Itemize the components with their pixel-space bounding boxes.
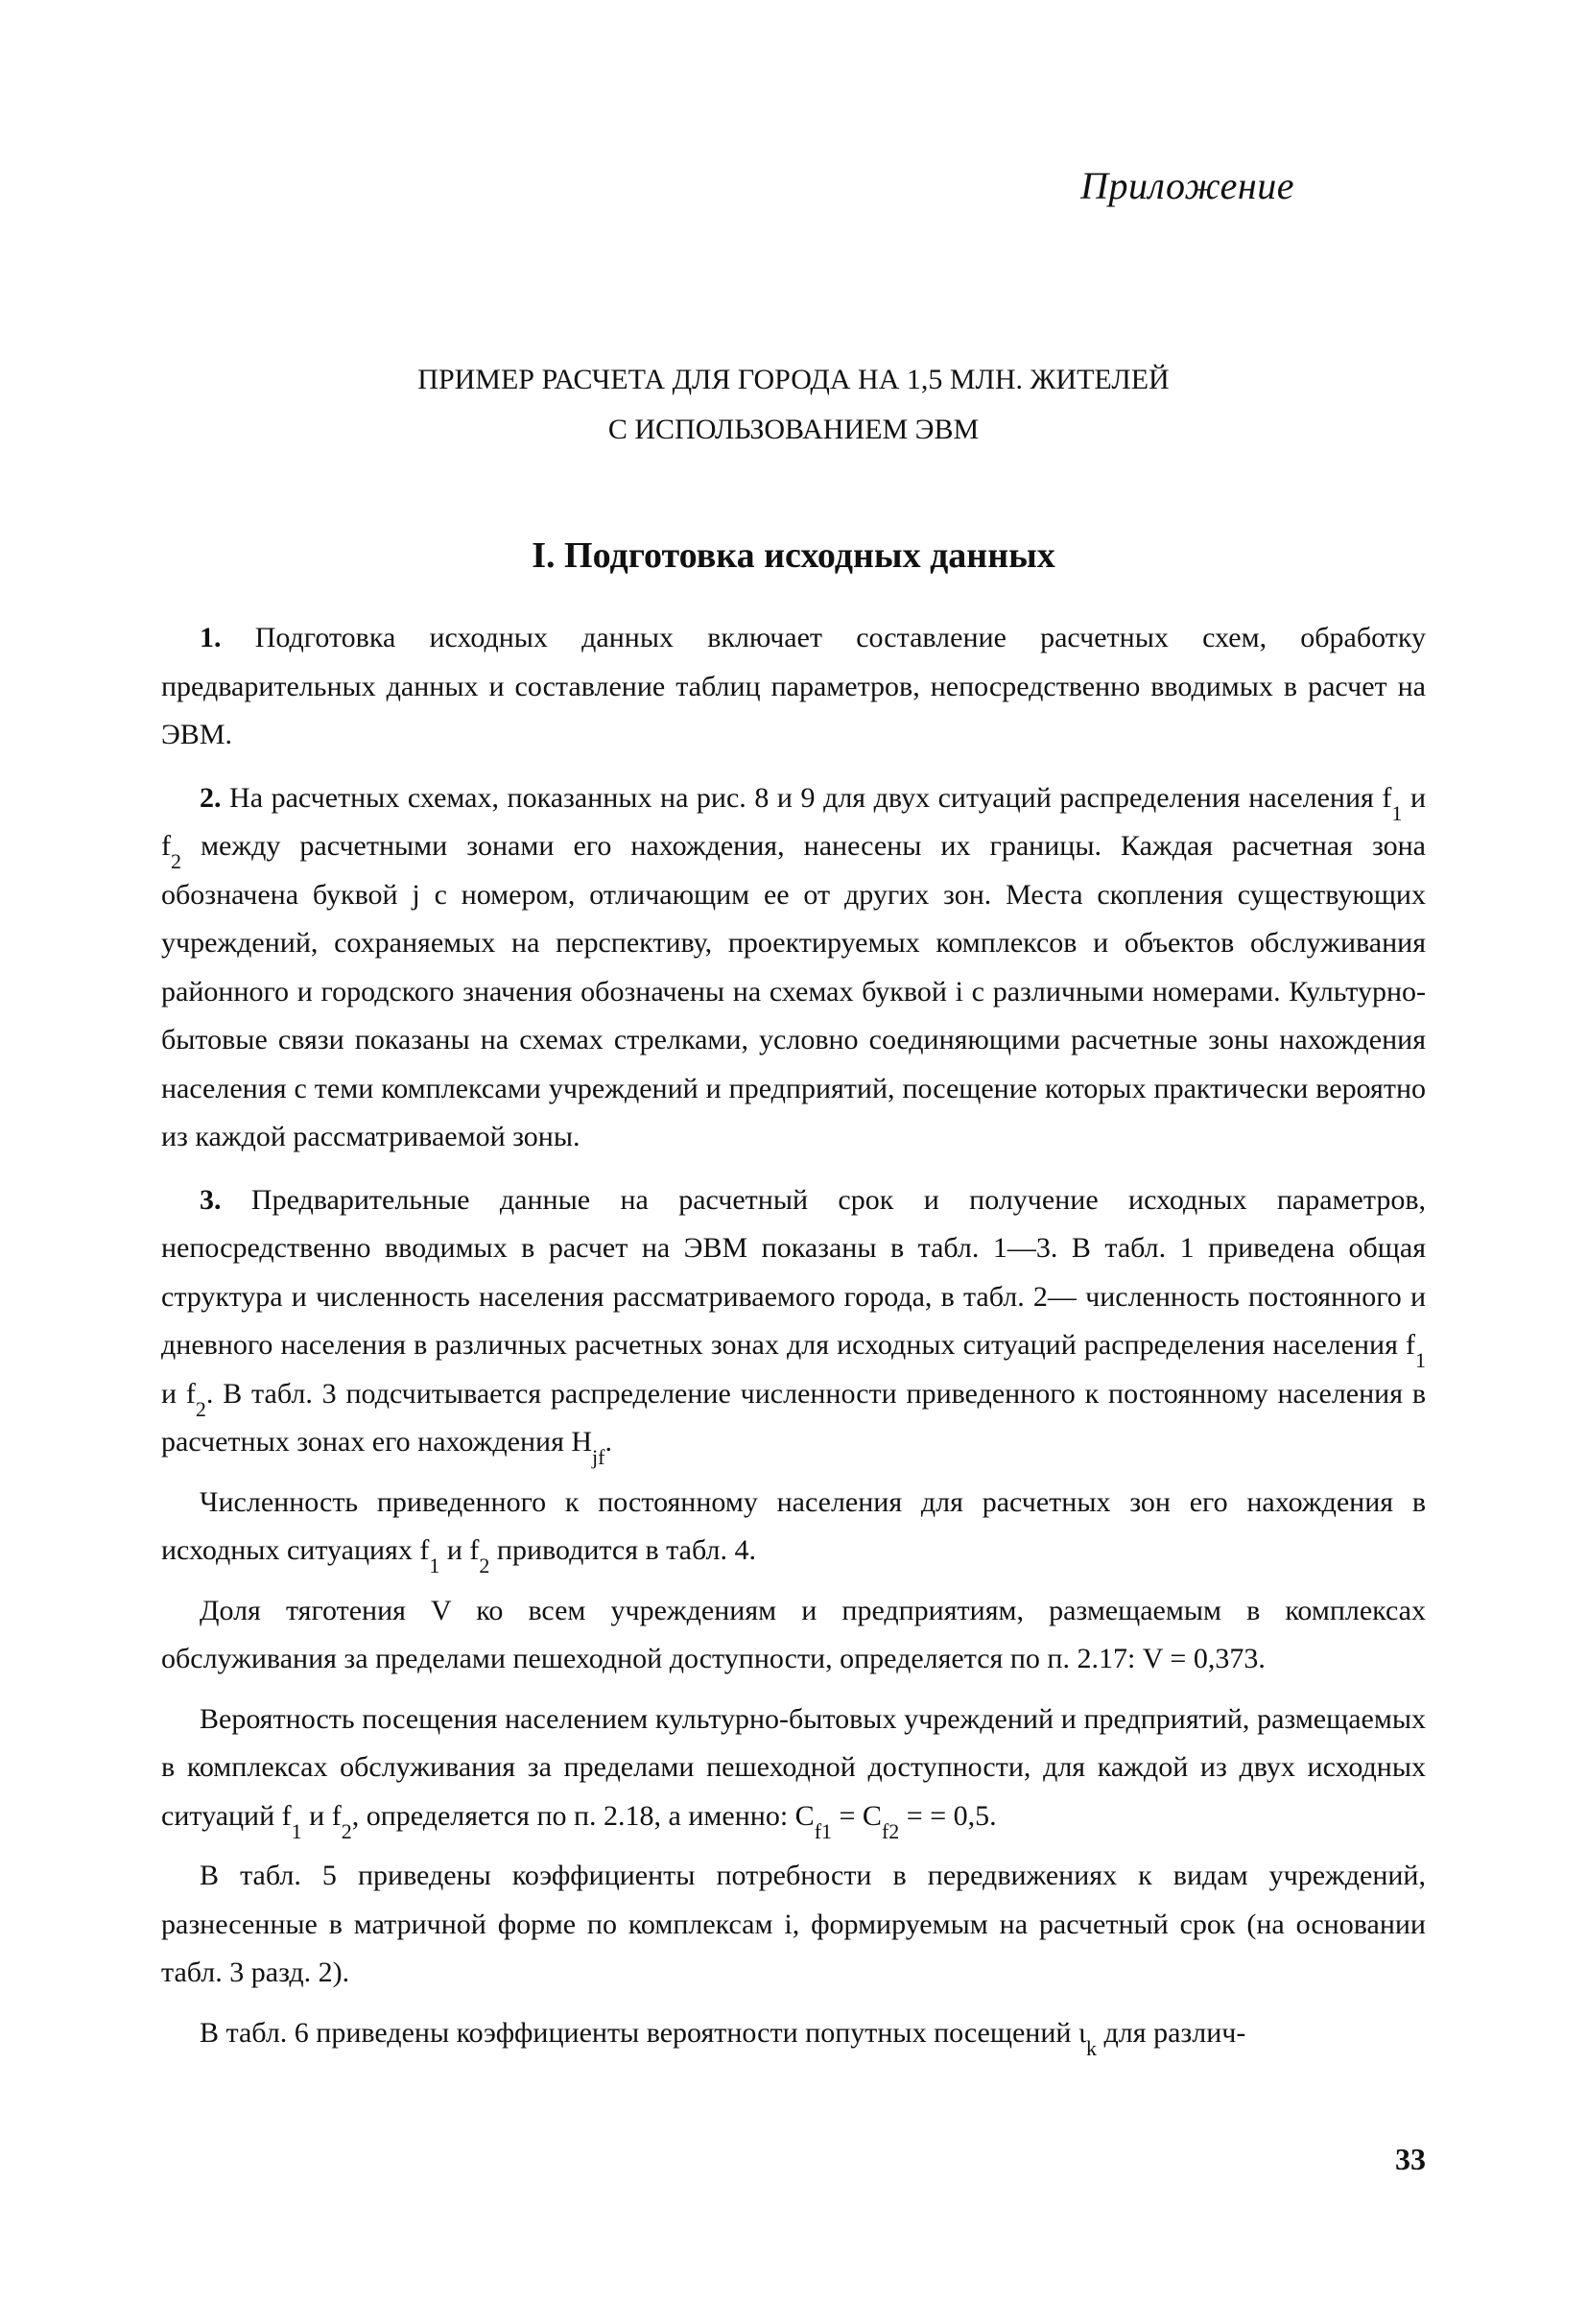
paragraph-number: 2.: [200, 781, 222, 814]
paragraph-text: Подготовка исходных данных включает составление расчетных схем, обработку предварительных данных и составление таблиц параметров, непосредственно вводимых в расчет на ЭВМ.: [161, 622, 1426, 750]
document-title: [0, 355, 1587, 455]
title-line-2: С ИСПОЛЬЗОВАНИЕМ ЭВМ: [607, 414, 980, 445]
text-run: и f: [439, 1534, 480, 1566]
paragraph-2: [161, 774, 1426, 1162]
paragraph-1: [161, 614, 1426, 760]
subscript: 2: [171, 849, 181, 873]
text-run: между расчетными зонами его нахождения, нанесены их границы. Каждая расчетная зона обозначена буквой j с номером, отличающим ее от других зон. Места скопления существующих учреждений, сохраняемых на перспективу, проектируемых комплексов и объектов обслуживания районного и городского значения обозначены на схемах буквой i с различными номерами. Культурно-бытовые связи показаны на схемах стрелками, условно соединяющими расчетные зоны нахождения населения с теми комплексами учреждений и предприятий, посещение которых практически вероятно из каждой рассматриваемой зоны.: [161, 830, 1426, 1152]
text-run: В табл. 6 приведены коэффициенты вероятности попутных посещений ι: [200, 2016, 1087, 2049]
subscript: k: [1086, 2035, 1098, 2060]
text-run: = C: [832, 1799, 882, 1832]
text-run: Предварительные данные на расчетный срок и получение исходных параметров, непосредственно вводимых в расчет на ЭВМ показаны в табл. 1—3. В табл. 1 приведена общая структура и численность населения рассматриваемого города, в табл. 2— численность постоянного и дневного населения в различных расчетных зонах для исходных ситуаций распределения населения f: [161, 1183, 1426, 1361]
text-run: приводится в табл. 4.: [489, 1534, 756, 1566]
subscript: jf: [592, 1445, 605, 1469]
subscript: f1: [814, 1818, 833, 1843]
title-line-1: ПРИМЕР РАСЧЕТА ДЛЯ ГОРОДА НА 1,5 МЛН. ЖИТЕЛЕЙ: [417, 364, 1170, 395]
subscript: 2: [479, 1553, 490, 1577]
text-run: .: [604, 1426, 612, 1458]
paragraph-5: Доля тяготения V ко всем учреждениям и предприятиям, размещаемым в комплексах обслуживания за пределами пешеходной доступности, определяется по п. 2.17: V = 0,373.: [161, 1594, 1426, 1674]
paragraph-4: [161, 1479, 1426, 1576]
page-number: 33: [1395, 2142, 1426, 2176]
text-run: для различ-: [1097, 2016, 1246, 2049]
subscript: 1: [1391, 800, 1403, 825]
text-run: = = 0,5.: [899, 1799, 997, 1832]
paragraph-6: [161, 1696, 1426, 1841]
appendix-label: Приложение: [1080, 164, 1294, 207]
text-run: и f: [161, 1377, 196, 1410]
paragraph-8: [161, 2009, 1426, 2058]
paragraph-3: [161, 1176, 1426, 1467]
subscript: 1: [1415, 1348, 1426, 1372]
text-run: и f: [161, 781, 1426, 862]
text-run: , определяется по п. 2.18, а именно: C: [351, 1799, 815, 1832]
text-run: Вероятность посещения населением культурно-бытовых учреждений и предприятий, размещаемых в комплексах обслуживания за пределами пешеходной доступности, для каждой из двух исходных ситуаций f: [161, 1702, 1426, 1832]
text-run: . В табл. 3 подсчитывается распределение численности приведенного к постоянному населения в расчетных зонах его нахождения H: [161, 1377, 1427, 1458]
subscript: 1: [429, 1553, 440, 1577]
subscript: 1: [291, 1818, 302, 1843]
subscript: f2: [881, 1818, 900, 1843]
subscript: 2: [195, 1396, 206, 1421]
paragraph-number: 3.: [200, 1183, 222, 1216]
section-heading: I. Подготовка исходных данных: [532, 535, 1055, 576]
paragraph-7: В табл. 5 приведены коэффициенты потребности в передвижениях к видам учреждений, разнесенные в матричной форме по комплексам i, формируемым на расчетный срок (на основании табл. 3 разд. 2).: [161, 1860, 1426, 1988]
text-run: На расчетных схемах, показанных на рис. 8 и 9 для двух ситуаций распределения населения f: [221, 781, 1392, 814]
body-text: [161, 614, 1426, 2069]
paragraph-number: 1.: [200, 622, 222, 653]
text-run: Численность приведенного к постоянному населения для расчетных зон его нахождения в исходных ситуациях f: [161, 1485, 1426, 1566]
text-run: и f: [301, 1799, 342, 1832]
subscript: 2: [341, 1818, 352, 1843]
